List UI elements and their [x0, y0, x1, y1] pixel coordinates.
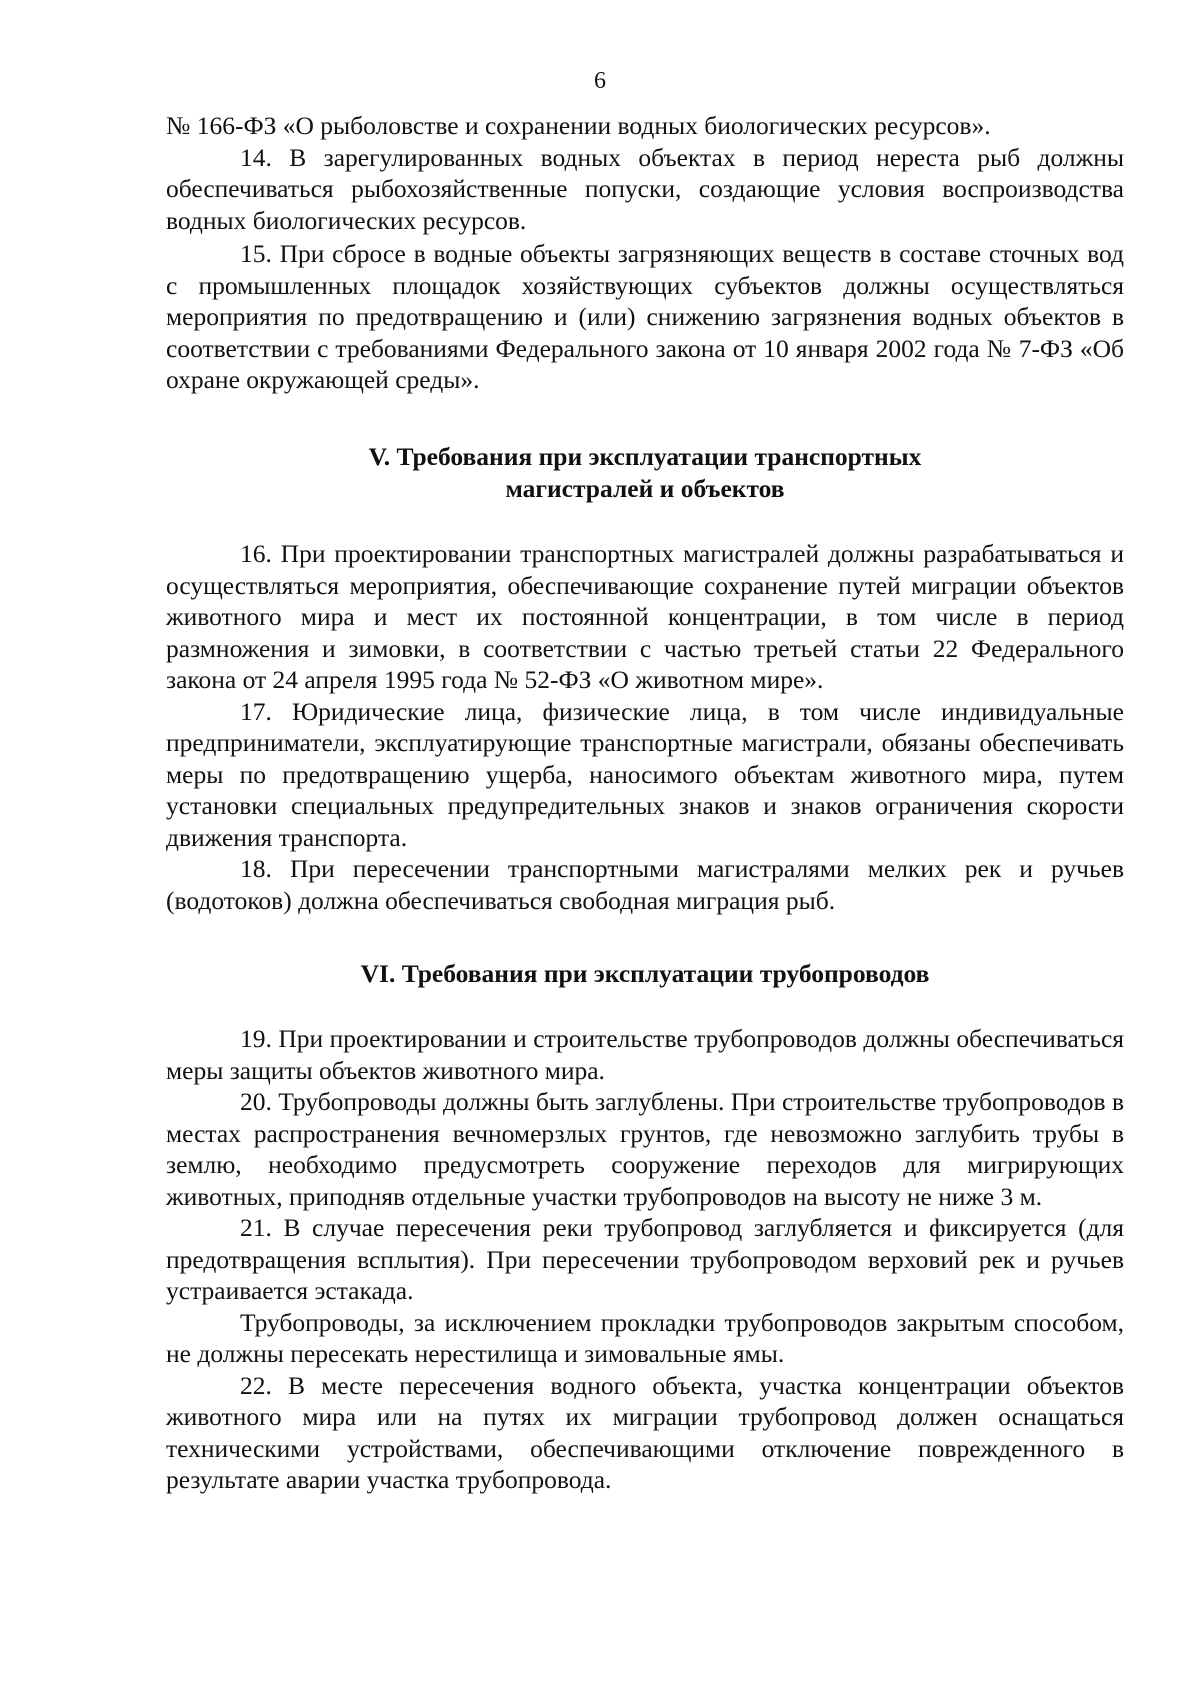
paragraph-pipelines: Трубопроводы, за исключением прокладки трубопроводов закрытым способом, не должны пересекать нерестилища и зимовальные ямы. [166, 1307, 1124, 1368]
section-5-heading-line-2: магистралей и объектов [505, 473, 785, 503]
paragraph-20: 20. Трубопроводы должны быть заглублены. При строительстве трубопроводов в местах распространения вечномерзлых грунтов, где невозможно заглубить трубы в землю, необходимо предусмотреть сооружение переходов для мигрирующих животных, приподняв отдельные участки трубопроводов на высоту не ниже 3 м. [166, 1087, 1124, 1211]
section-6-heading-line: VI. Требования при эксплуатации трубопроводов [360, 959, 930, 988]
paragraph-21: 21. В случае пересечения реки трубопровод заглубляется и фиксируется (для предотвращения всплытия). При пересечении трубопроводом верховий рек и ручьев устраивается эстакада. [166, 1213, 1124, 1305]
paragraph-19: 19. При проектировании и строительстве трубопроводов должны обеспечиваться меры защиты объектов животного мира. [166, 1024, 1124, 1085]
section-5-body [166, 538, 1124, 916]
section-6-heading [166, 958, 1124, 990]
page-number: 6 [594, 68, 606, 94]
paragraph-22: 22. В месте пересечения водного объекта, участка концентрации объектов животного мира или на путях их миграции трубопровод должен оснащаться техническими устройствами, обеспечивающими отключение поврежденного в результате аварии участка трубопровода. [166, 1370, 1124, 1494]
paragraph-17: 17. Юридические лица, физические лица, в том числе индивидуальные предприниматели, эксплуатирующие транспортные магистрали, обязаны обеспечивать меры по предотвращению ущерба, наносимого объектам животного мира, путем установки специальных предупредительных знаков и знаков ограничения скорости движения транспорта. [166, 696, 1124, 852]
paragraph-18: 18. При пересечении транспортными магистралями мелких рек и ручьев (водотоков) должна обеспечиваться свободная миграция рыб. [166, 854, 1124, 915]
section-5-heading-line-1: V. Требования при эксплуатации транспортных [368, 442, 922, 471]
paragraph-continuation: № 166-ФЗ «О рыболовстве и сохранении водных биологических ресурсов». [166, 111, 991, 140]
section-5-heading [166, 441, 1124, 504]
section-6-body [166, 1023, 1124, 1496]
paragraph-15: 15. При сбросе в водные объекты загрязняющих веществ в составе сточных вод с промышленных площадок хозяйствующих субъектов должны осуществляться мероприятия по предотвращению и (или) снижению загрязнения водных объектов в соответствии с требованиями Федерального закона от 10 января 2002 года № 7-ФЗ «Об охране окружающей среды». [166, 239, 1124, 394]
paragraph-14: 14. В зарегулированных водных объектах в период нереста рыб должны обеспечиваться рыбохозяйственные попуски, создающие условия воспроизводства водных биологических ресурсов. [166, 142, 1124, 235]
top-paragraphs [166, 110, 1124, 396]
paragraph-16: 16. При проектировании транспортных магистралей должны разрабатываться и осуществляться мероприятия, обеспечивающие сохранение путей миграции объектов животного мира и мест их постоянной концентрации, в том числе в период размножения и зимовки, в соответствии с частью третьей статьи 22 Федерального закона от 24 апреля 1995 года № 52-ФЗ «О животном мире». [166, 539, 1124, 694]
